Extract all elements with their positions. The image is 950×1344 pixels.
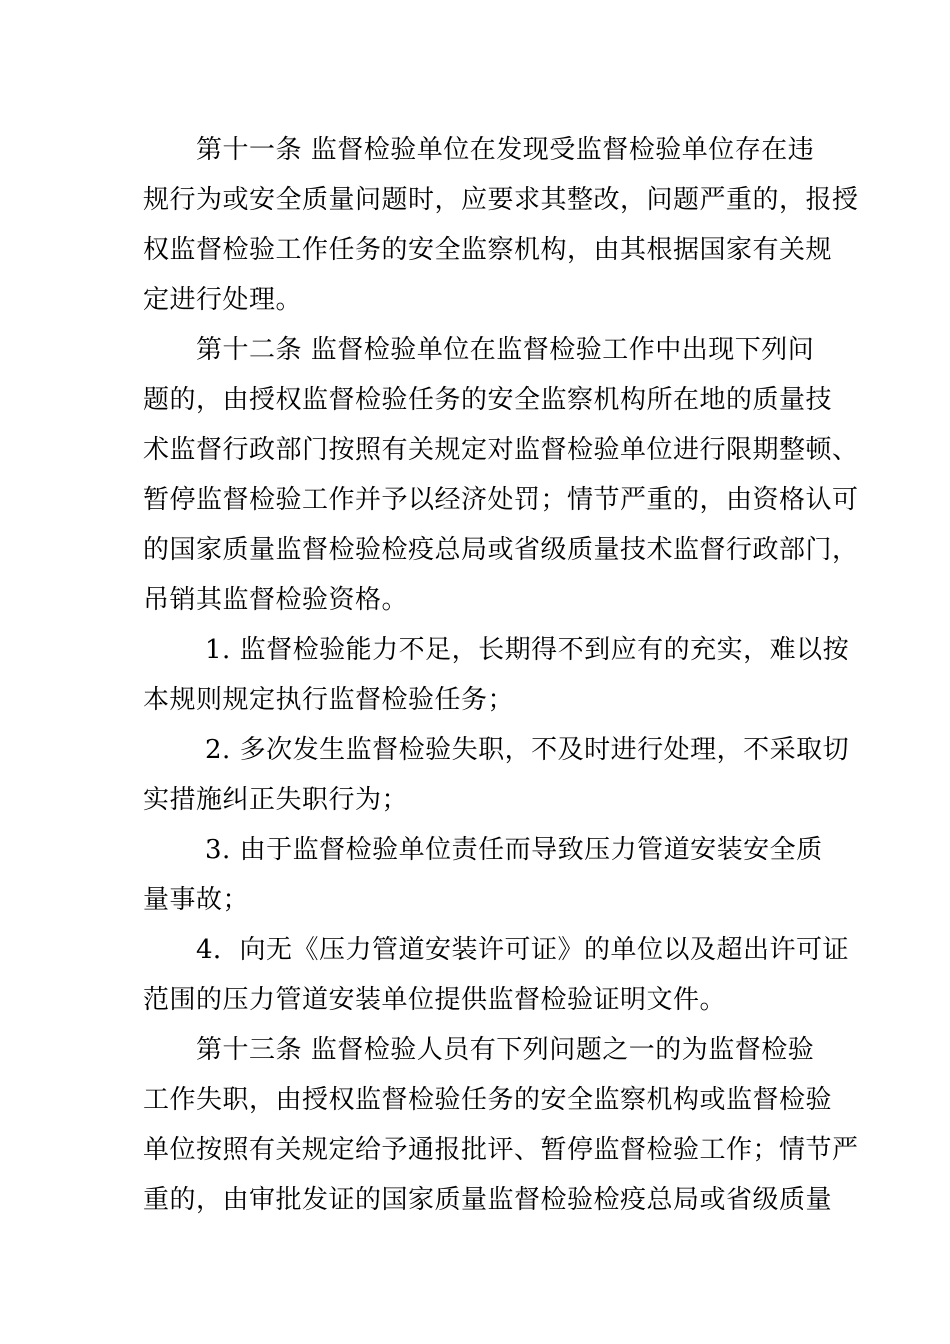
item-2-line-1: 2. 多次发生监督检验失职，不及时进行处理，不采取切	[205, 735, 850, 765]
article-12-line-4: 暂停监督检验工作并予以经济处罚；情节严重的，由资格认可	[143, 485, 859, 515]
article-11-line-4: 定进行处理。	[143, 285, 303, 315]
item-4-line-2: 范围的压力管道安装单位提供监督检验证明文件。	[143, 985, 727, 1015]
item-1-line-1: 1. 监督检验能力不足，长期得不到应有的充实，难以按	[205, 635, 850, 665]
item-4-line-1: 4．向无《压力管道安装许可证》的单位以及超出许可证	[196, 935, 850, 965]
article-13-line-2: 工作失职，由授权监督检验任务的安全监察机构或监督检验	[143, 1085, 833, 1115]
article-11-line-2: 规行为或安全质量问题时，应要求其整改，问题严重的，报授	[143, 185, 859, 215]
article-12-line-3: 术监督行政部门按照有关规定对监督检验单位进行限期整顿、	[143, 435, 859, 465]
item-1-line-2: 本规则规定执行监督检验任务；	[143, 685, 515, 715]
article-12-line-1: 第十二条 监督检验单位在监督检验工作中出现下列问	[196, 335, 815, 365]
article-13-line-4: 重的，由审批发证的国家质量监督检验检疫总局或省级质量	[143, 1185, 833, 1215]
item-3-line-2: 量事故；	[143, 885, 250, 915]
article-11-line-3: 权监督检验工作任务的安全监察机构，由其根据国家有关规	[143, 235, 833, 265]
item-3-line-1: 3. 由于监督检验单位责任而导致压力管道安装安全质	[205, 835, 823, 865]
article-11-line-1: 第十一条 监督检验单位在发现受监督检验单位存在违	[196, 135, 815, 165]
article-12-line-6: 吊销其监督检验资格。	[143, 585, 409, 615]
article-12-line-5: 的国家质量监督检验检疫总局或省级质量技术监督行政部门，	[143, 535, 859, 565]
article-13-line-1: 第十三条 监督检验人员有下列问题之一的为监督检验	[196, 1035, 815, 1065]
article-13-line-3: 单位按照有关规定给予通报批评、暂停监督检验工作；情节严	[143, 1135, 859, 1165]
item-2-line-2: 实措施纠正失职行为；	[143, 785, 409, 815]
article-12-line-2: 题的，由授权监督检验任务的安全监察机构所在地的质量技	[143, 385, 833, 415]
